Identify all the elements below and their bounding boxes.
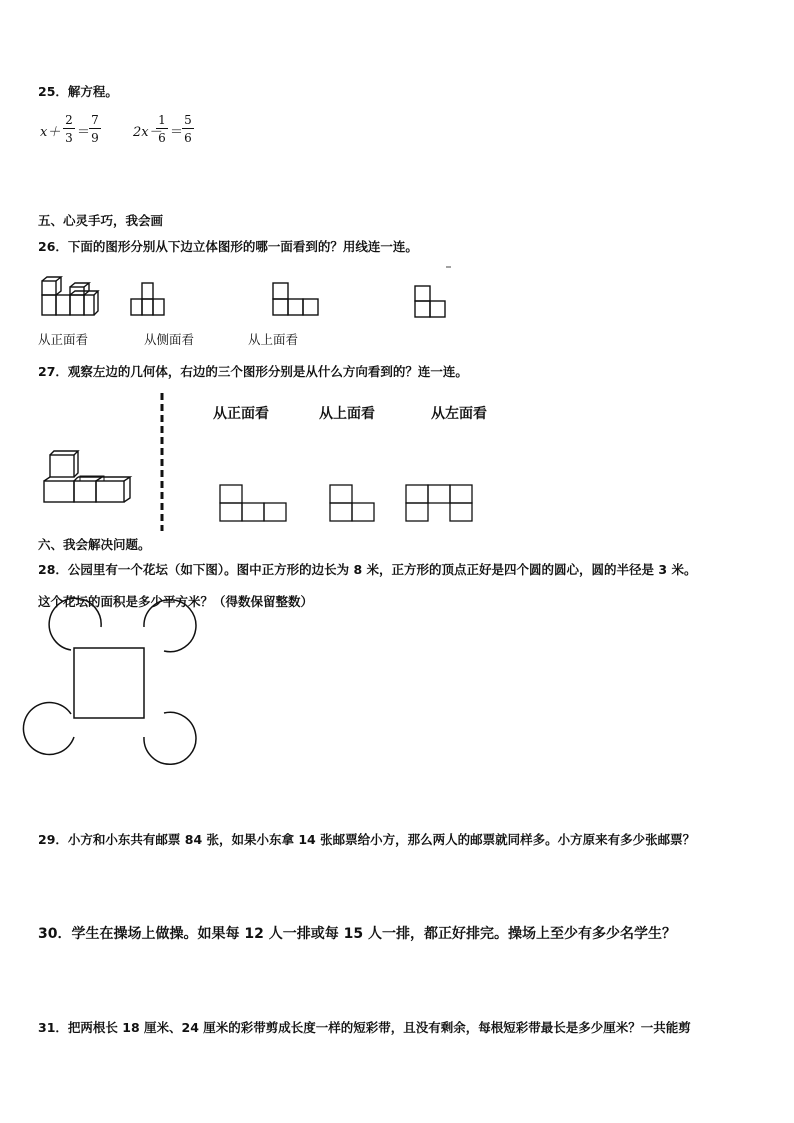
q27-text: 27．观察左边的几何体，右边的三个图形分别是从什么方向看到的？连一连。 [38, 364, 468, 379]
eq1-frac2: $\frac{7}{9}$ [89, 113, 101, 145]
q26-label-front: 从正面看 [38, 332, 89, 347]
q26-view-b [272, 281, 322, 317]
section-6-heading: 六、我会解决问题。 [38, 537, 151, 552]
eq2-frac2: $\frac{5}{6}$ [182, 113, 194, 145]
q26-solid-figure [38, 275, 102, 321]
eq1-frac1: $\frac{2}{3}$ [63, 113, 75, 145]
q27-dashed-divider [159, 393, 165, 533]
q28-flowerbed-figure [46, 622, 176, 742]
q27-view-1 [219, 484, 289, 524]
section-5-heading: 五、心灵手巧，我会画 [38, 213, 164, 228]
q27-solid-figure [40, 450, 140, 506]
q27-header-left: 从左面看 [431, 406, 487, 422]
eq2-frac1: $\frac{1}{6}$ [156, 113, 168, 145]
eq2-lhs: 2x－ [133, 125, 162, 140]
eq1-lhs: x＋ [40, 125, 61, 140]
q26-label-top: 从上面看 [248, 332, 299, 347]
stray-mark [446, 266, 452, 270]
q26-label-side: 从侧面看 [144, 332, 195, 347]
eq1-equals: ＝ [77, 125, 91, 140]
q30-text: 30．学生在操场上做操。如果每 12 人一排或每 15 人一排，都正好排完。操场上至少有多少名学生？ [38, 926, 676, 942]
q26-view-c [414, 284, 448, 320]
q25-label: 25．解方程。 [38, 84, 118, 99]
q27-view-3 [405, 484, 475, 524]
q27-header-top: 从上面看 [319, 406, 375, 422]
q26-view-a [130, 281, 170, 317]
q27-header-front: 从正面看 [213, 406, 269, 422]
q27-view-2 [329, 484, 377, 524]
eq2-equals: ＝ [170, 125, 184, 140]
q28-line2: 这个花坛的面积是多少平方米？（得数保留整数） [38, 594, 314, 609]
q28-line1: 28．公园里有一个花坛（如下图）。图中正方形的边长为 8 米，正方形的顶点正好是四个圆的圆心，圆的半径是 3 米。 [38, 562, 697, 577]
q26-text: 26．下面的图形分别从下边立体图形的哪一面看到的？用线连一连。 [38, 239, 418, 254]
q31-text: 31．把两根长 18 厘米、24 厘米的彩带剪成长度一样的短彩带，且没有剩余，每根短彩带最长是多少厘米？一共能剪 [38, 1020, 691, 1035]
q29-text: 29．小方和小东共有邮票 84 张，如果小东拿 14 张邮票给小方，那么两人的邮票就同样多。小方原来有多少张邮票？ [38, 832, 696, 847]
